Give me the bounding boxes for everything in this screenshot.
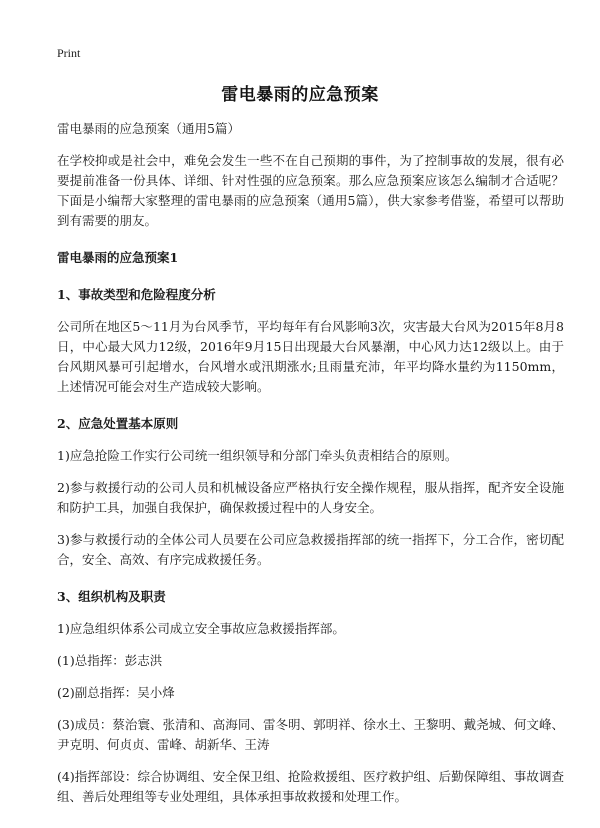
print-label: Print [57, 46, 81, 60]
heading-organization: 3、组织机构及职责 [57, 589, 166, 604]
paragraph-commander: (1)总指挥：彭志洪 [57, 653, 163, 668]
paragraph-groups: (4)指挥部设：综合协调组、安全保卫组、抢险救援组、医疗救护组、后勤保障组、事故调查组、善后处理组等专业处理组，具体承担事故救援和处理工作。 [57, 769, 564, 804]
paragraph-deputy-commander: (2)副总指挥：吴小烽 [57, 685, 175, 700]
heading-accident-analysis: 1、事故类型和危险程度分析 [57, 287, 216, 302]
paragraph-organization-1: 1)应急组织体系公司成立安全事故应急救援指挥部。 [57, 621, 345, 636]
section-title: 雷电暴雨的应急预案1 [57, 250, 179, 265]
paragraph-principle-2: 2)参与救援行动的公司人员和机械设备应严格执行安全操作规程，服从指挥，配齐安全设施和防护工具，加强自我保护，确保救援过程中的人身安全。 [57, 480, 564, 515]
document-title: 雷电暴雨的应急预案 [221, 85, 379, 105]
paragraph-principle-1: 1)应急抢险工作实行公司统一组织领导和分部门牵头负责相结合的原则。 [57, 448, 458, 463]
document-body [57, 119, 564, 819]
intro-paragraph: 在学校抑或是社会中，难免会发生一些不在自己预期的事件，为了控制事故的发展，很有必要提前准备一份具体、详细、针对性强的应急预案。那么应急预案应该怎么编制才合适呢？下面是小编帮大家整理的雷电暴雨的应急预案（通用5篇），供大家参考借鉴，希望可以帮助到有需要的朋友。 [57, 153, 564, 228]
heading-principles: 2、应急处置基本原则 [57, 416, 179, 431]
paragraph-principle-3: 3)参与救援行动的全体公司人员要在公司应急救援指挥部的统一指挥下，分工合作，密切配合，安全、高效、有序完成救援任务。 [57, 532, 564, 567]
document-subtitle: 雷电暴雨的应急预案（通用5篇） [57, 121, 240, 136]
paragraph-accident-analysis: 公司所在地区5～11月为台风季节，平均每年有台风影响3次，灾害最大台风为2015年8月8日，中心最大风力12级，2016年9月15日出现最大台风暴潮，中心风力达12级以上。由于台风期风暴可引起增水，台风增水或汛期涨水;且雨量充沛，年平均降水量约为1150mm，上述情况可能会对生产造成较大影响。 [57, 319, 564, 394]
paragraph-members: (3)成员：蔡治寰、张清和、高海同、雷冬明、郭明祥、徐水土、王黎明、戴尧城、何文峰、尹克明、何贞贞、雷峰、胡新华、王涛 [57, 717, 564, 752]
